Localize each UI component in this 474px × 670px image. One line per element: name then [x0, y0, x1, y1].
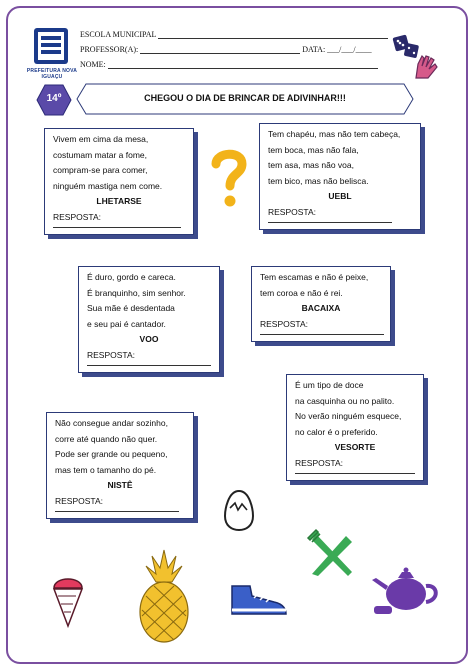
school-line: [80, 30, 388, 39]
answer-label: RESPOSTA:: [87, 349, 136, 360]
riddle-line: Pode ser grande ou pequeno,: [55, 449, 168, 459]
cracked-egg-icon: [222, 488, 256, 532]
logo-text: PREFEITURA NOVA IGUAÇU: [26, 68, 78, 80]
page-title: CHEGOU O DIA DE BRINCAR DE ADIVINHAR!!!: [144, 93, 346, 103]
answer-field[interactable]: [268, 222, 392, 223]
riddle-line: tem asa, mas não voa,: [268, 160, 354, 170]
riddle-line: Sua mãe é desdentada: [87, 303, 175, 313]
scrambled-word: UEBL: [328, 191, 352, 201]
riddle-line: Tem escamas e não é peixe,: [260, 272, 369, 282]
riddle-line: Não consegue andar sozinho,: [55, 418, 168, 428]
scrambled-word: BACAIXA: [301, 303, 341, 313]
riddle-line: mas tem o tamanho do pé.: [55, 464, 157, 475]
answer-field[interactable]: [55, 511, 179, 512]
answer-label: RESPOSTA:: [53, 211, 102, 222]
riddle-line: Vivem em cima da mesa,: [53, 134, 149, 144]
teacher-field[interactable]: [140, 46, 300, 54]
scrambled-word: LHETARSE: [96, 196, 142, 206]
answer-field[interactable]: [53, 227, 181, 228]
answer-label: RESPOSTA:: [295, 457, 344, 468]
riddle-line: tem boca, mas não fala,: [268, 144, 359, 155]
riddle-line: no calor é o preferido.: [295, 426, 378, 437]
riddle-line: ninguém mastiga nem come.: [53, 180, 163, 191]
pineapple-icon: [136, 548, 192, 644]
answer-field[interactable]: [295, 473, 415, 474]
activity-number-badge: [36, 84, 72, 116]
school-label: ESCOLA MUNICIPAL: [80, 30, 157, 39]
riddle-line: No verão ninguém esquece,: [295, 411, 402, 421]
answer-label: RESPOSTA:: [260, 318, 309, 329]
riddle-card: [286, 374, 424, 481]
answer-label: RESPOSTA:: [268, 206, 317, 217]
fork-knife-icon: [306, 528, 358, 580]
riddle-card: [46, 412, 194, 519]
riddle-line: É branquinho, sim senhor.: [87, 287, 186, 298]
date-label: DATA:: [302, 45, 326, 54]
name-line: [80, 60, 378, 69]
scrambled-word: VOO: [139, 334, 159, 344]
riddle-line: É duro, gordo e careca.: [87, 272, 176, 282]
riddle-card: [259, 123, 421, 230]
answer-label: RESPOSTA:: [55, 495, 104, 506]
hand-icon: [410, 50, 444, 84]
question-mark-icon: [208, 148, 250, 208]
riddle-line: costumam matar a fome,: [53, 149, 148, 160]
answer-field[interactable]: [260, 334, 384, 335]
riddle-line: tem bico, mas não belisca.: [268, 175, 369, 186]
teapot-icon: [370, 566, 442, 616]
shoe-icon: [228, 580, 290, 620]
riddle-card: [251, 266, 391, 342]
riddle-card: [44, 128, 194, 235]
riddle-line: e seu pai é cantador.: [87, 318, 166, 329]
name-field[interactable]: [108, 61, 378, 69]
riddle-line: compram-se para comer,: [53, 165, 148, 175]
teacher-label: PROFESSOR(A):: [80, 45, 139, 54]
school-field[interactable]: [158, 31, 388, 39]
answer-field[interactable]: [87, 365, 211, 366]
teacher-line: [80, 45, 372, 54]
riddle-line: Tem chapéu, mas não tem cabeça,: [268, 129, 401, 139]
date-field[interactable]: ___/___/____: [327, 45, 372, 54]
riddle-line: É um tipo de doce: [295, 380, 364, 390]
activity-number: 14º: [46, 93, 62, 104]
riddle-line: tem coroa e não é rei.: [260, 287, 343, 298]
scrambled-word: VESORTE: [334, 442, 376, 452]
name-label: NOME:: [80, 60, 106, 69]
riddle-line: corre até quando não quer.: [55, 433, 158, 444]
scrambled-word: NISTÊ: [107, 480, 133, 490]
riddle-line: na casquinha ou no palito.: [295, 395, 395, 406]
ice-cream-icon: [50, 570, 86, 630]
riddle-card: [78, 266, 220, 373]
